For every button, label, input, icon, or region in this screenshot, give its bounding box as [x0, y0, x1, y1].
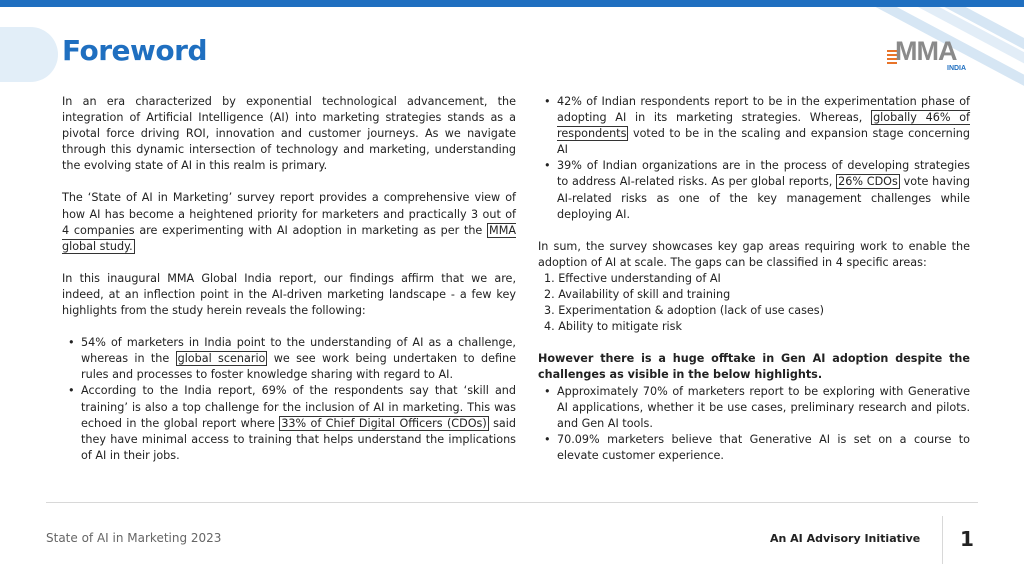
list-item: 3. Experimentation & adoption (lack of use cases): [544, 304, 825, 318]
right-highlights-list: [538, 94, 970, 223]
list-item-text: we see work being undertaken to define rules and processes to foster knowledge sharing with regard to AI.: [81, 352, 516, 382]
mma-india-logo: [887, 36, 977, 74]
cdos-26-link[interactable]: 26% CDOs: [838, 175, 898, 189]
page-number: 1: [960, 527, 974, 551]
right-column: [538, 94, 970, 480]
list-item: [62, 335, 516, 383]
list-item: 1. Effective understanding of AI: [544, 271, 721, 285]
list-item-text: 39% of Indian organizations are in the process of developing strategies to address AI-related risks. As per global reports,: [557, 159, 970, 189]
list-item-text: 42% of Indian respondents report to be in the experimentation phase of adopting AI in its marketing strategies. Whereas,: [557, 95, 970, 125]
mma-global-study-link[interactable]: MMA global study.: [62, 223, 517, 253]
list-item: • Approximately 70% of marketers report to be exploring with Generative AI applications, whether it be use cases, preliminary research and pilots. and Gen AI tools.: [538, 384, 970, 432]
list-item-text: 54% of marketers in India point to the understanding of AI as a challenge, whereas in the: [81, 336, 516, 366]
global-scenario-link[interactable]: global scenario: [177, 352, 266, 366]
list-item-text: According to the India report, 69% of the respondents say that ‘skill and training’ is also a top challenge for the inclusion of AI in marketing. This was echoed in the global report where: [81, 384, 516, 430]
cdo-link[interactable]: 33% of Chief Digital Officers (CDOs): [281, 416, 487, 430]
summary-paragraph: In sum, the survey showcases key gap areas requiring work to enable the adoption of AI at scale. The gaps can be classified in 4 specific areas:: [538, 239, 970, 269]
list-item: [538, 94, 970, 158]
list-item-text: voted to be in the scaling and expansion stage concerning AI: [557, 127, 971, 157]
list-item: 4. Ability to mitigate risk: [544, 320, 682, 334]
report-title: State of AI in Marketing 2023: [46, 531, 222, 545]
list-item: 2. Availability of skill and training: [544, 288, 731, 302]
footer-vertical-divider: [942, 516, 943, 564]
intro-paragraph: In an era characterized by exponential technological advancement, the integration of Artificial Intelligence (AI) into marketing strategies stands as a pivotal force driving ROI, innovation and customer journeys. As we navigate through this dynamic intersection of technology and marketing, understanding the evolving state of AI in this realm is primary.: [62, 95, 516, 173]
findings-paragraph: In this inaugural MMA Global India report, our findings affirm that we are, indeed, at an inflection point in the AI-driven marketing landscape - a few key highlights from the study herein reveals the following:: [62, 271, 516, 318]
left-column: [62, 94, 516, 480]
logo-sub: INDIA: [947, 65, 967, 72]
initiative-label: An AI Advisory Initiative: [770, 532, 921, 545]
list-item-text: vote having AI-related risks as one of the key management challenges while deploying AI.: [557, 175, 970, 221]
survey-paragraph-text: The ‘State of AI in Marketing’ survey report provides a comprehensive view of how AI has become a heightened priority for marketers and practically 3 out of 4 companies are experimenting with AI adoption in marketing as per the: [62, 191, 516, 237]
gap-areas-list: [538, 271, 970, 335]
logo-name: MMA: [895, 36, 957, 66]
top-accent-bar: [0, 0, 1024, 7]
footer-divider: [46, 502, 978, 503]
gen-ai-heading: However there is a huge offtake in Gen AI adoption despite the challenges as visible in the below highlights.: [538, 352, 970, 382]
left-highlights-list: [62, 335, 516, 464]
list-item-text: said they have minimal access to training that helps understand the implications of AI in their jobs.: [81, 416, 516, 462]
list-item: [538, 158, 970, 222]
title-tab-decoration: [0, 27, 58, 82]
list-item: • 70.09% marketers believe that Generative AI is set on a course to elevate customer experience.: [538, 432, 970, 464]
page-title: Foreword: [62, 34, 207, 67]
list-item: [62, 383, 516, 463]
globally-46-link[interactable]: globally 46% of respondents: [557, 111, 970, 141]
gen-ai-highlights-list: [538, 384, 970, 464]
survey-paragraph: [62, 190, 516, 254]
